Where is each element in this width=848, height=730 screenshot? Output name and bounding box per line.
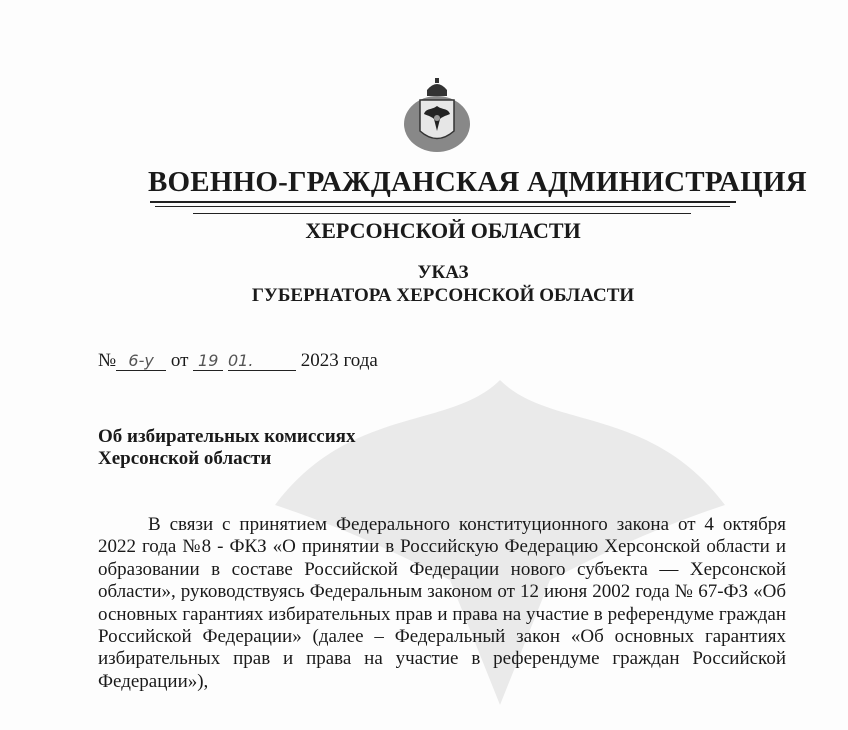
decree-year: 2023 года (300, 350, 378, 371)
kherson-coat-of-arms-icon (402, 76, 472, 156)
decree-heading (150, 261, 736, 307)
subject-line-2: Херсонской области (98, 448, 272, 469)
header-divider-thick (150, 201, 736, 203)
decree-number-date (98, 350, 378, 372)
region-title: ХЕРСОНСКОЙ ОБЛАСТИ (305, 218, 581, 243)
decree-month: 01. (228, 351, 296, 371)
date-prefix: от (170, 350, 189, 371)
decree-day: 19 (193, 351, 223, 371)
subject-line-1: Об избирательных комиссиях (98, 426, 356, 447)
decree-issuer: ГУБЕРНАТОРА ХЕРСОНСКОЙ ОБЛАСТИ (251, 285, 635, 306)
organization-title: ВОЕННО-ГРАЖДАНСКАЯ АДМИНИСТРАЦИЯ (148, 166, 807, 198)
decree-type: УКАЗ (417, 262, 469, 283)
body-paragraph: В связи с принятием Федерального конституционного закона от 4 октября 2022 года №8 - ФКЗ «О принятии в Российскую Федерацию Херсонской области и образовании в составе Российской Федерации нового субъекта — Херсонской области», руководствуясь Федеральным законом от 12 июня 2002 года № 67-ФЗ «Об основных гарантиях избирательных прав и права на участие в референдуме граждан Российской Федерации» (далее – Федеральный закон «Об основных гарантиях избирательных прав и права на участие в референдуме граждан Российской Федерации»), (98, 514, 786, 692)
header-divider (155, 206, 730, 207)
number-prefix: № (98, 350, 117, 371)
decree-number: 6-у (116, 351, 166, 371)
header-divider-short (193, 213, 691, 214)
decree-subject (98, 426, 355, 470)
